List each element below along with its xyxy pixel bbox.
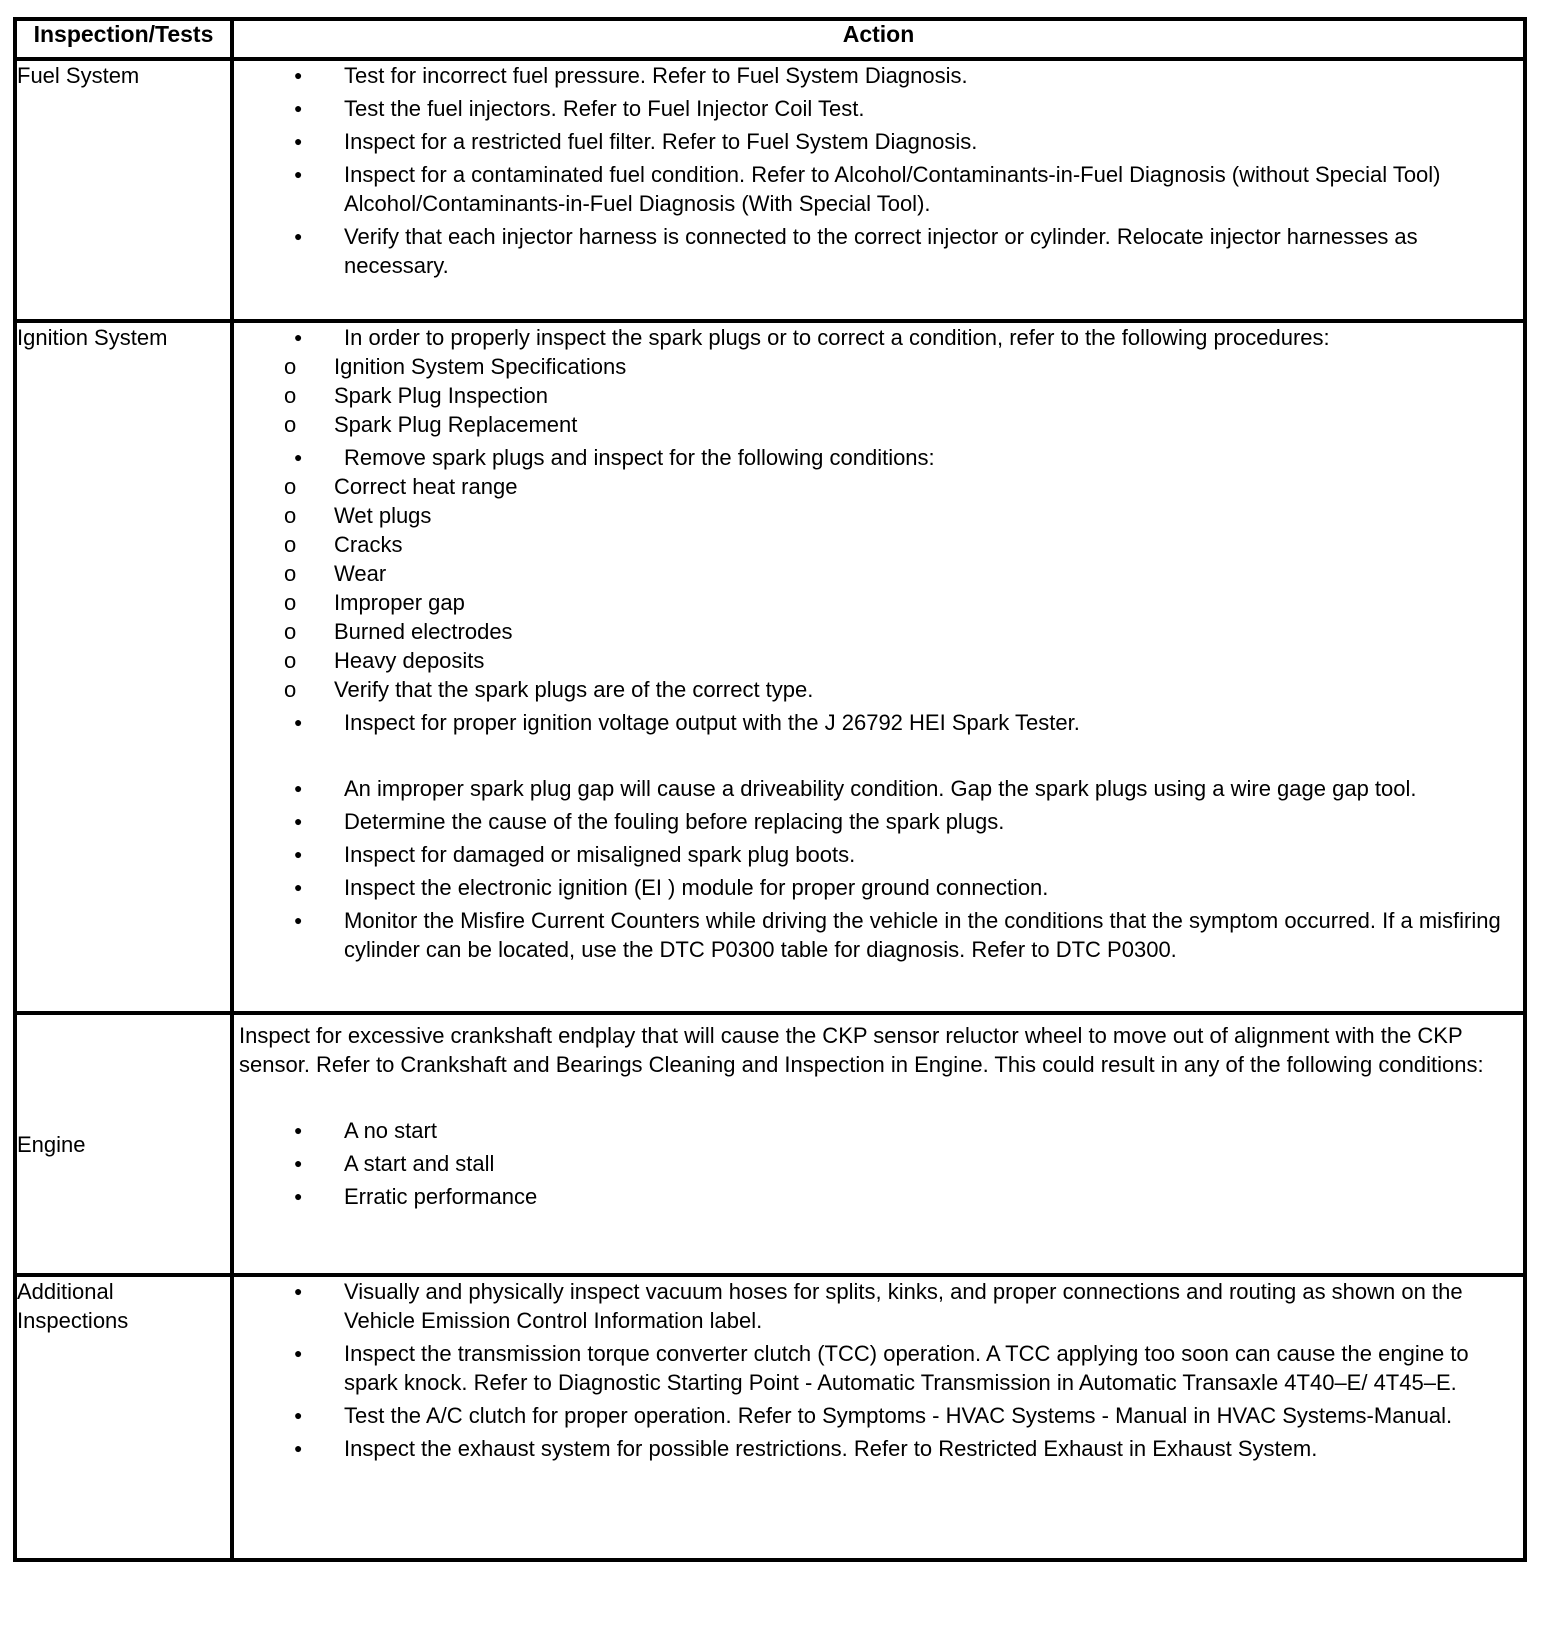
list-item: ● Test the A/C clutch for proper operation. Refer to Symptoms - HVAC Systems - Manual in HVAC Systems-Manual. <box>234 1401 1523 1430</box>
row-additional-inspections <box>15 1275 1525 1560</box>
list-item-text: In order to properly inspect the spark plugs or to correct a condition, refer to the following procedures: <box>344 325 1330 350</box>
row-label-ignition-system: Ignition System <box>15 321 232 1013</box>
list-item: ● A start and stall <box>234 1149 1523 1178</box>
additional-inspections-list <box>234 1277 1523 1463</box>
sublist-item: o Correct heat range <box>234 472 1523 501</box>
engine-actions <box>232 1013 1525 1275</box>
fuel-system-list <box>234 61 1523 280</box>
list-item: ● Erratic performance <box>234 1182 1523 1211</box>
row-ignition-system <box>15 321 1525 1013</box>
ignition-system-actions <box>232 321 1525 1013</box>
sublist-item: o Spark Plug Replacement <box>234 410 1523 439</box>
inspection-table <box>13 17 1527 1562</box>
sublist-item: o Verify that the spark plugs are of the correct type. <box>234 675 1523 704</box>
row-label-engine: Engine <box>15 1013 232 1275</box>
list-item: ● Inspect for proper ignition voltage output with the J 26792 HEI Spark Tester. <box>234 708 1523 737</box>
list-item <box>234 323 1523 439</box>
list-item: ● Inspect for damaged or misaligned spark plug boots. <box>234 840 1523 869</box>
list-item: ● A no start <box>234 1116 1523 1145</box>
additional-inspections-actions <box>232 1275 1525 1560</box>
procedures-sublist <box>234 352 1523 439</box>
list-item: ● Inspect the electronic ignition (EI ) module for proper ground connection. <box>234 873 1523 902</box>
conditions-sublist <box>234 472 1523 704</box>
sublist-item: o Spark Plug Inspection <box>234 381 1523 410</box>
list-item-text: Remove spark plugs and inspect for the following conditions: <box>344 445 935 470</box>
row-label-additional-inspections: Additional Inspections <box>15 1275 232 1560</box>
list-item: ● Inspect the exhaust system for possible restrictions. Refer to Restricted Exhaust in Exhaust System. <box>234 1434 1523 1463</box>
sublist-item: o Cracks <box>234 530 1523 559</box>
list-item: ● Inspect for a contaminated fuel condition. Refer to Alcohol/Contaminants-in-Fuel Diagnosis (without Special Tool) Alcohol/Contaminants-in-Fuel Diagnosis (With Special Tool). <box>234 160 1523 218</box>
list-item: ● Determine the cause of the fouling before replacing the spark plugs. <box>234 807 1523 836</box>
list-item <box>234 443 1523 704</box>
sublist-item: o Wet plugs <box>234 501 1523 530</box>
sublist-item: o Wear <box>234 559 1523 588</box>
list-item: ● Visually and physically inspect vacuum hoses for splits, kinks, and proper connections and routing as shown on the Vehicle Emission Control Information label. <box>234 1277 1523 1335</box>
row-label-fuel-system: Fuel System <box>15 59 232 321</box>
sublist-item: o Improper gap <box>234 588 1523 617</box>
engine-intro: Inspect for excessive crankshaft endplay that will cause the CKP sensor reluctor wheel to move out of alignment with the CKP sensor. Refer to Crankshaft and Bearings Cleaning and Inspection in Engine. This could result in any of the following conditions: <box>239 1023 1484 1077</box>
list-item: ● Monitor the Misfire Current Counters while driving the vehicle in the conditions that the symptom occurred. If a misfiring cylinder can be located, use the DTC P0300 table for diagnosis. Refer to DTC P0300. <box>234 906 1523 964</box>
sublist-item: o Burned electrodes <box>234 617 1523 646</box>
list-item: ● An improper spark plug gap will cause a driveability condition. Gap the spark plugs using a wire gage gap tool. <box>234 774 1523 803</box>
list-item: ● Test the fuel injectors. Refer to Fuel Injector Coil Test. <box>234 94 1523 123</box>
fuel-system-actions <box>232 59 1525 321</box>
list-item: ● Inspect the transmission torque converter clutch (TCC) operation. A TCC applying too soon can cause the engine to spark knock. Refer to Diagnostic Starting Point - Automatic Transmission in Automatic Transaxle 4T40–E/ 4T45–E. <box>234 1339 1523 1397</box>
list-item: ● Verify that each injector harness is connected to the correct injector or cylinder. Relocate injector harnesses as necessary. <box>234 222 1523 280</box>
engine-conditions-list <box>234 1116 1523 1211</box>
row-engine <box>15 1013 1525 1275</box>
sublist-item: o Ignition System Specifications <box>234 352 1523 381</box>
list-item: ● Inspect for a restricted fuel filter. Refer to Fuel System Diagnosis. <box>234 127 1523 156</box>
sublist-item: o Heavy deposits <box>234 646 1523 675</box>
header-row <box>15 19 1525 59</box>
header-inspection-tests: Inspection/Tests <box>15 19 232 59</box>
header-action: Action <box>232 19 1525 59</box>
row-fuel-system <box>15 59 1525 321</box>
list-item: ● Test for incorrect fuel pressure. Refer to Fuel System Diagnosis. <box>234 61 1523 90</box>
ignition-system-list <box>234 323 1523 964</box>
